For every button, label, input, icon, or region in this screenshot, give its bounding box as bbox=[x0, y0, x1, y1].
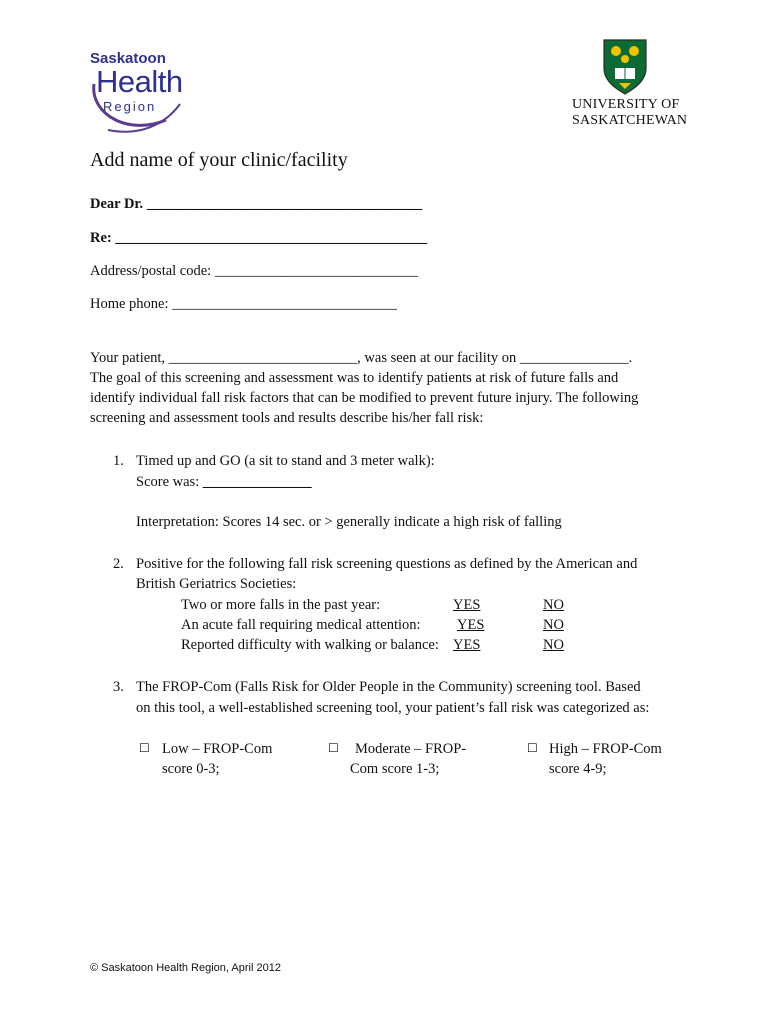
option-high-line-1: High – FROP-Com bbox=[549, 741, 662, 757]
item-3-line-2: on this tool, a well-established screening tool, your patient’s fall risk was categorized as: bbox=[136, 700, 650, 716]
score-label: Score was: bbox=[136, 474, 200, 490]
re-field: Re: ___________________________________________ bbox=[90, 230, 428, 246]
item-1-title: Timed up and GO (a sit to stand and 3 meter walk): bbox=[136, 453, 435, 469]
intro-line-1: Your patient, __________________________, was seen at our facility on _______________. bbox=[90, 350, 633, 366]
question-text: An acute fall requiring medical attention: bbox=[181, 617, 421, 633]
question-text: Reported difficulty with walking or balance: bbox=[181, 637, 439, 653]
item-2-line-2: British Geriatrics Societies: bbox=[136, 576, 297, 592]
option-low bbox=[162, 739, 272, 779]
question-row-2 bbox=[181, 615, 421, 635]
logo-text-saskatoon: Saskatoon bbox=[90, 50, 166, 67]
item-2-line-1: Positive for the following fall risk screening questions as defined by the American and bbox=[136, 556, 638, 572]
intro-paragraph bbox=[90, 348, 638, 428]
checkbox-high-icon[interactable]: ☐ bbox=[527, 741, 538, 755]
checkbox-low-icon[interactable]: ☐ bbox=[139, 741, 150, 755]
yes-option-2[interactable]: YES bbox=[457, 617, 485, 633]
option-high bbox=[549, 739, 662, 779]
item-2-number: 2. bbox=[113, 556, 124, 572]
item-1-number: 1. bbox=[113, 453, 124, 469]
option-high-line-2: score 4-9; bbox=[549, 761, 607, 777]
dear-doctor-field: Dear Dr. ______________________________________ bbox=[90, 196, 423, 212]
item-3-number: 3. bbox=[113, 679, 124, 695]
item-3-line-1: The FROP-Com (Falls Risk for Older People in the Community) screening tool. Based bbox=[136, 679, 641, 695]
item-1-score bbox=[136, 472, 312, 492]
saskatoon-health-region-logo bbox=[88, 44, 188, 134]
intro-line-4: screening and assessment tools and results describe his/her fall risk: bbox=[90, 410, 484, 426]
address-field: Address/postal code: ____________________________ bbox=[90, 263, 418, 279]
option-moderate bbox=[350, 739, 466, 779]
item-1-interpretation: Interpretation: Scores 14 sec. or > generally indicate a high risk of falling bbox=[136, 514, 562, 530]
university-line2: SASKATCHEWAN bbox=[572, 113, 688, 128]
checkbox-moderate-icon[interactable]: ☐ bbox=[328, 741, 339, 755]
logo-text-health: Health bbox=[96, 64, 183, 99]
question-row-1 bbox=[181, 595, 380, 615]
university-wordmark bbox=[572, 97, 687, 129]
yes-option-3[interactable]: YES bbox=[453, 637, 481, 653]
option-moderate-line-2: Com score 1-3; bbox=[350, 761, 440, 777]
no-option-3[interactable]: NO bbox=[543, 637, 564, 653]
intro-line-2: The goal of this screening and assessment was to identify patients at risk of future falls and bbox=[90, 370, 619, 386]
clinic-name-heading: Add name of your clinic/facility bbox=[90, 149, 348, 171]
yes-option-1[interactable]: YES bbox=[453, 597, 481, 613]
no-option-2[interactable]: NO bbox=[543, 617, 564, 633]
question-row-3 bbox=[181, 635, 439, 655]
score-blank: _______________ bbox=[202, 474, 312, 490]
intro-line-3: identify individual fall risk factors that can be modified to prevent future injury. The following bbox=[90, 390, 639, 406]
option-moderate-line-1: Moderate – FROP- bbox=[355, 741, 467, 757]
university-line1: UNIVERSITY OF bbox=[572, 97, 680, 112]
no-option-1[interactable]: NO bbox=[543, 597, 564, 613]
logo-text-region: Region bbox=[103, 99, 157, 114]
copyright-footer: © Saskatoon Health Region, April 2012 bbox=[90, 962, 281, 974]
option-low-line-2: score 0-3; bbox=[162, 761, 220, 777]
option-low-line-1: Low – FROP-Com bbox=[162, 741, 273, 757]
university-crest-icon bbox=[602, 38, 648, 96]
home-phone-field: Home phone: _______________________________ bbox=[90, 296, 397, 312]
question-text: Two or more falls in the past year: bbox=[181, 597, 381, 613]
